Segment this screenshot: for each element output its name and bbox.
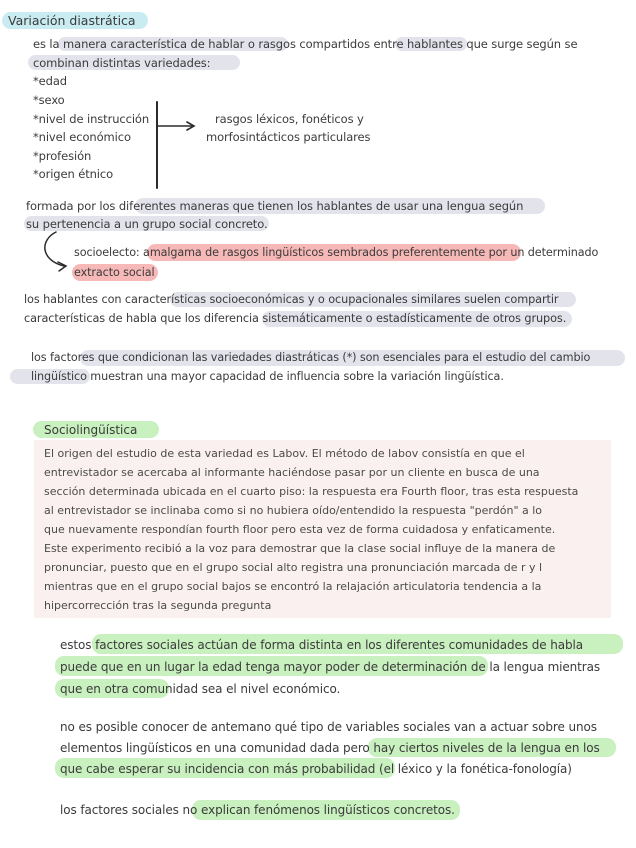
formed-line-1: formada por los diferentes maneras que tienen los hablantes de usar una lengua según <box>26 199 524 213</box>
p3-line: los factores sociales no explican fenómenos lingüísticos concretos. <box>60 803 455 817</box>
p1-line: que en otra comunidad sea el nivel económico. <box>60 682 341 696</box>
p2-line: que cabe esperar su incidencia con más probabilidad (el léxico y la fonética-fonología) <box>60 762 572 776</box>
box-line: El origen del estudio de esta variedad es Labov. El método de labov consistía en que el <box>44 447 525 460</box>
box-line: entrevistador se acercaba al informante haciéndose pasar por un cliente en busca de una <box>44 466 540 479</box>
list-item: *nivel de instrucción <box>33 112 150 126</box>
socioelecto-line-2: extracto social <box>74 266 155 279</box>
section-title: Sociolingüística <box>44 423 138 437</box>
traits-line-1: rasgos léxicos, fonéticos y <box>215 112 364 126</box>
list-item: *edad <box>33 74 67 88</box>
p1-line: puede que en un lugar la edad tenga mayor poder de determinación de la lengua mientras <box>60 660 601 674</box>
p2-line: elementos lingüísticos en una comunidad dada pero hay ciertos niveles de la lengua en los <box>60 741 600 755</box>
box-line: al entrevistador se inclinaba como si no hubiera oído/entendido la respuesta "perdón" a lo <box>44 504 543 517</box>
box-line: hipercorrección tras la segunda pregunta <box>44 599 272 612</box>
page-title: Variación diastrática <box>8 13 136 28</box>
definition-line-1: es la manera característica de hablar o rasgos compartidos entre hablantes que surge según se <box>33 37 578 51</box>
p1-line: estos factores sociales actúan de forma distinta en los diferentes comunidades de habla <box>60 638 583 652</box>
box-line: pronunciar, puesto que en el grupo social alto registra una pronunciación marcada de r y l <box>44 561 543 574</box>
list-item: *sexo <box>33 93 65 107</box>
p2-line: no es posible conocer de antemano qué tipo de variables sociales van a actuar sobre unos <box>60 720 597 734</box>
factores-line-1: los factores que condicionan las variedades diastráticas (*) son esenciales para el estudio del cambio <box>31 351 591 364</box>
traits-line-2: morfosintácticos particulares <box>206 130 371 144</box>
box-line: Este experimento recibió a la voz para demostrar que la clase social influye de la manera de <box>44 542 556 555</box>
definition-line-2: combinan distintas variedades: <box>33 56 211 70</box>
box-line: que nuevamente respondían fourth floor pero esta vez de forma cuidadosa y enfaticamente. <box>44 523 556 536</box>
box-line: sección determinada ubicada en el cuarto piso: la respuesta era Fourth floor, tras esta respuesta <box>44 485 579 498</box>
socioelecto-line-1: socioelecto: amalgama de rasgos lingüísticos sembrados preferentemente por un determinado <box>74 246 599 259</box>
box-line: mientras que en el grupo social bajos se encontró la relajación articulatoria tendencia a la <box>44 580 542 593</box>
list-item: *nivel económico <box>33 130 131 144</box>
list-item: *origen étnico <box>33 167 114 181</box>
list-item: *profesión <box>33 149 92 163</box>
hablantes-line-1: los hablantes con características socioeconómicas y o ocupacionales similares suelen compartir <box>24 293 559 306</box>
hablantes-line-2: características de habla que los diferencia sistemáticamente o estadísticamente de otros grupos. <box>24 312 567 325</box>
formed-line-2: su pertenencia a un grupo social concreto. <box>26 217 268 231</box>
factores-line-2: lingüístico muestran una mayor capacidad de influencia sobre la variación lingüística. <box>31 370 504 383</box>
